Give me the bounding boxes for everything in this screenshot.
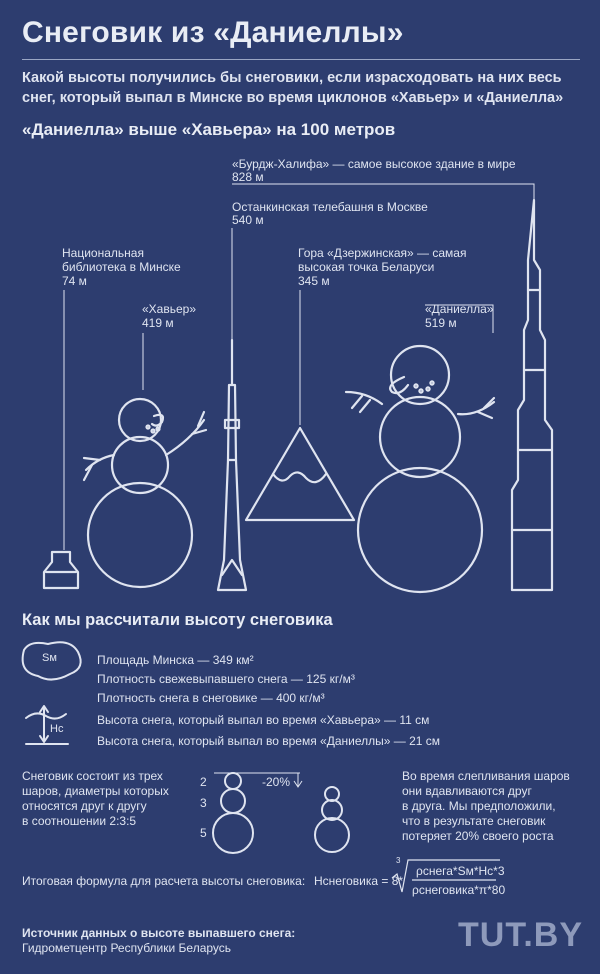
formula-root-index: 3 [396,856,401,865]
subtitle: Какой высоты получились бы снеговики, если израсходовать на них весь снег, который выпал в Минске во время циклонов «Хавьер» и «Даниелла» [22,70,564,106]
ostankino-label: Останкинская телебашня в Москве [232,200,428,214]
shrink-text-line: они вдавливаются друг [402,784,532,798]
library-label-line1: Национальная [62,246,144,260]
ratio-number: 5 [200,826,207,840]
ratio-text-line: Снеговик состоит из трех [22,769,163,783]
daniella-height: 519 м [425,316,457,330]
ostankino-height: 540 м [232,213,264,227]
list-item: Плотность свежевыпавшего снега — 125 кг/м³ [97,672,355,686]
xavier-height: 419 м [142,316,174,330]
ratio-number: 2 [200,775,207,789]
burj-label: «Бурдж-Халифа» — самое высокое здание в мире [232,157,516,171]
list-item: Высота снега, который выпал во время «Хавьера» — 11 см [97,713,430,727]
logo: TUT.BY [458,916,583,954]
xavier-label: «Хавьер» [142,302,196,316]
mountain-label-line1: Гора «Дзержинская» — самая [298,246,467,260]
daniella-label: «Даниелла» [425,302,494,316]
shrink-text-line: Во время слепливания шаров [402,769,570,783]
area-icon-label: Sм [42,652,57,664]
formula-lhs: Hснеговика = 8* [314,874,404,888]
shrink-text-line: потеряет 20% своего роста [402,829,554,843]
shrink-label: -20% [262,775,291,789]
snowman-daniella-icon [346,346,494,592]
headline: «Даниелла» выше «Хавьера» на 100 метров [22,120,396,139]
mountain-height: 345 м [298,274,330,288]
ostankino-tower-icon [218,340,246,590]
mountain-label-line2: высокая точка Беларуси [298,260,435,274]
burj-khalifa-icon [512,200,552,590]
burj-height: 828 м [232,170,264,184]
list-item: Площадь Минска — 349 км² [97,653,254,667]
library-label-line2: библиотека в Минске [62,260,181,274]
list-item: Высота снега, который выпал во время «Даниеллы» — 21 см [97,734,441,748]
source-title: Источник данных о высоте выпавшего снега: [22,926,296,940]
ratio-text-line: шаров, диаметры которых [22,784,169,798]
method-title: Как мы рассчитали высоту снеговика [22,611,333,629]
mountain-icon [246,428,354,520]
ratio-text-line: в соотношении 2:3:5 [22,814,137,828]
formula-denominator: ρснеговика*π*80 [412,883,506,897]
shrink-text-line: в друга. Мы предположили, [402,799,556,813]
formula-label: Итоговая формула для расчета высоты снеговика: [22,874,306,888]
library-icon [44,552,78,588]
list-item: Плотность снега в снеговике — 400 кг/м³ [97,691,325,705]
formula-numerator: ρснега*Sм*Hc*3 [416,864,505,878]
shrink-text-line: что в результате снеговик [402,814,546,828]
ratio-number: 3 [200,796,207,810]
ratio-text-line: относятся друг к другу [22,799,147,813]
library-height: 74 м [62,274,87,288]
page-title: Снеговик из «Даниеллы» [22,16,404,49]
snowman-xavier-icon [84,399,206,587]
height-icon-label: Hc [50,723,64,735]
source-text: Гидрометцентр Республики Беларусь [22,941,232,955]
